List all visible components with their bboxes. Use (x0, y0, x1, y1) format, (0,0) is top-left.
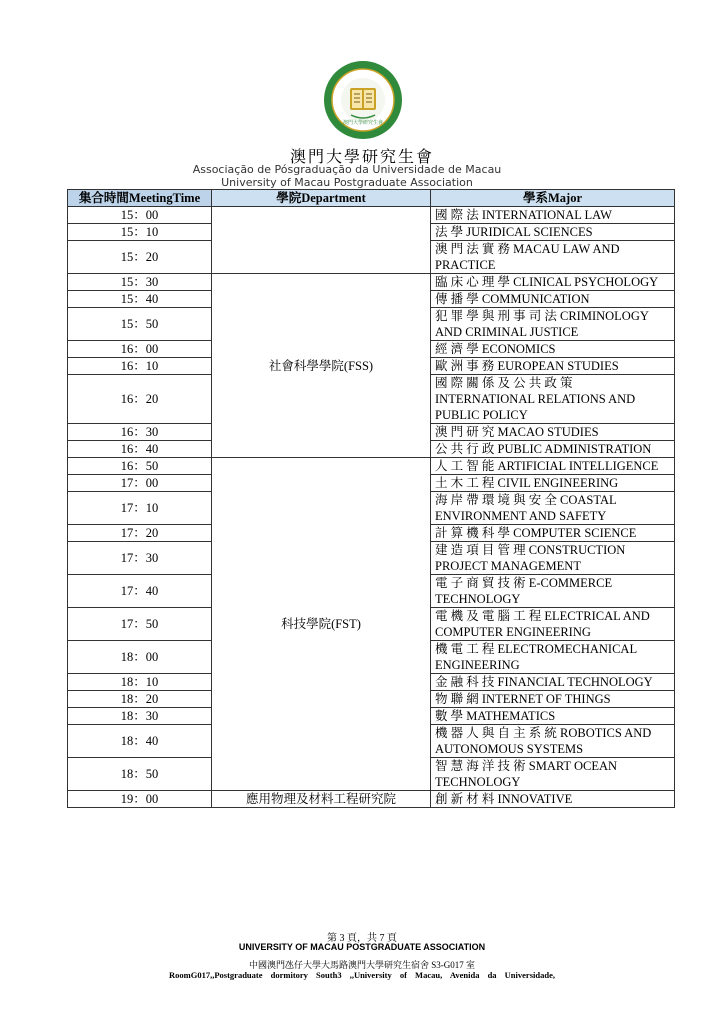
table-row (68, 207, 675, 224)
department-cell-law (212, 207, 431, 274)
time-cell: 17：30 (68, 542, 212, 575)
footer-address-english: RoomG017,,Postgraduate dormitory South3 ,,University of Macau, Avenida da Universidade, (169, 970, 555, 980)
major-cell: 電 子 商 貿 技 術 E-COMMERCE TECHNOLOGY (431, 575, 675, 608)
major-cell: 智 慧 海 洋 技 術 SMART OCEAN TECHNOLOGY (431, 758, 675, 791)
time-cell: 17：20 (68, 525, 212, 542)
table-row (68, 458, 675, 475)
header-department: 學院Department (212, 190, 431, 207)
major-cell: 金 融 科 技 FINANCIAL TECHNOLOGY (431, 674, 675, 691)
major-cell: 法 學 JURIDICAL SCIENCES (431, 224, 675, 241)
major-cell: 機 器 人 與 自 主 系 統 ROBOTICS AND AUTONOMOUS SYSTEMS (431, 725, 675, 758)
major-cell: 數 學 MATHEMATICS (431, 708, 675, 725)
major-cell: 經 濟 學 ECONOMICS (431, 341, 675, 358)
time-cell: 18：40 (68, 725, 212, 758)
time-cell: 16：10 (68, 358, 212, 375)
time-cell: 16：00 (68, 341, 212, 358)
time-cell: 15：30 (68, 274, 212, 291)
department-cell-fst: 科技學院(FST) (212, 458, 431, 791)
time-cell: 15：50 (68, 308, 212, 341)
time-cell: 16：40 (68, 441, 212, 458)
time-cell: 18：00 (68, 641, 212, 674)
major-cell: 犯 罪 學 與 刑 事 司 法 CRIMINOLOGY AND CRIMINAL JUSTICE (431, 308, 675, 341)
major-cell: 歐 洲 事 務 EUROPEAN STUDIES (431, 358, 675, 375)
time-cell: 16：50 (68, 458, 212, 475)
time-cell: 18：10 (68, 674, 212, 691)
time-cell: 18：20 (68, 691, 212, 708)
department-cell-fss: 社會科學學院(FSS) (212, 274, 431, 458)
major-cell: 創 新 材 料 INNOVATIVE (431, 791, 675, 808)
major-cell: 傳 播 學 COMMUNICATION (431, 291, 675, 308)
major-cell: 公 共 行 政 PUBLIC ADMINISTRATION (431, 441, 675, 458)
time-cell: 17：00 (68, 475, 212, 492)
time-cell: 15：20 (68, 241, 212, 274)
major-cell: 計 算 機 科 學 COMPUTER SCIENCE (431, 525, 675, 542)
time-cell: 16：20 (68, 375, 212, 424)
time-cell: 17：10 (68, 492, 212, 525)
major-cell: 國 際 法 INTERNATIONAL LAW (431, 207, 675, 224)
logo-label: 澳門大學研究生會 (342, 120, 384, 126)
major-cell: 機 電 工 程 ELECTROMECHANICAL ENGINEERING (431, 641, 675, 674)
header-major: 學系Major (431, 190, 675, 207)
table-row (68, 274, 675, 291)
time-cell: 17：50 (68, 608, 212, 641)
department-cell-iapme: 應用物理及材料工程研究院 (212, 791, 431, 808)
footer-org-name: UNIVERSITY OF MACAU POSTGRADUATE ASSOCIATION (238, 942, 486, 952)
title-chinese: 澳門大學研究生會 (289, 149, 434, 166)
meeting-schedule-table (67, 189, 675, 808)
page-number: 第 3 頁，共 7 頁 (327, 933, 397, 944)
table-header-row (68, 190, 675, 207)
association-logo (323, 60, 403, 140)
major-cell: 海 岸 帶 環 境 與 安 全 COASTAL ENVIRONMENT AND SAFETY (431, 492, 675, 525)
major-cell: 人 工 智 能 ARTIFICIAL INTELLIGENCE (431, 458, 675, 475)
major-cell: 土 木 工 程 CIVIL ENGINEERING (431, 475, 675, 492)
major-cell: 建 造 項 目 管 理 CONSTRUCTION PROJECT MANAGEMENT (431, 542, 675, 575)
time-cell: 15：40 (68, 291, 212, 308)
major-cell: 電 機 及 電 腦 工 程 ELECTRICAL AND COMPUTER ENGINEERING (431, 608, 675, 641)
table-row (68, 791, 675, 808)
header-meeting-time: 集合時間MeetingTime (68, 190, 212, 207)
footer-address-chinese: 中國澳門氹仔大學大馬路澳門大學研究生宿舍 S3-G017 室 (248, 960, 475, 970)
title-english: University of Macau Postgraduate Association (221, 176, 473, 189)
time-cell: 19：00 (68, 791, 212, 808)
time-cell: 15：10 (68, 224, 212, 241)
time-cell: 17：40 (68, 575, 212, 608)
major-cell: 物 聯 網 INTERNET OF THINGS (431, 691, 675, 708)
major-cell: 國 際 關 係 及 公 共 政 策 INTERNATIONAL RELATIONS AND PUBLIC POLICY (431, 375, 675, 424)
time-cell: 18：50 (68, 758, 212, 791)
title-portuguese: Associação de Pósgraduação da Universidade de Macau (192, 163, 502, 176)
major-cell: 臨 床 心 理 學 CLINICAL PSYCHOLOGY (431, 274, 675, 291)
time-cell: 15：00 (68, 207, 212, 224)
major-cell: 澳 門 法 實 務 MACAU LAW AND PRACTICE (431, 241, 675, 274)
time-cell: 18：30 (68, 708, 212, 725)
time-cell: 16：30 (68, 424, 212, 441)
major-cell: 澳 門 研 究 MACAO STUDIES (431, 424, 675, 441)
